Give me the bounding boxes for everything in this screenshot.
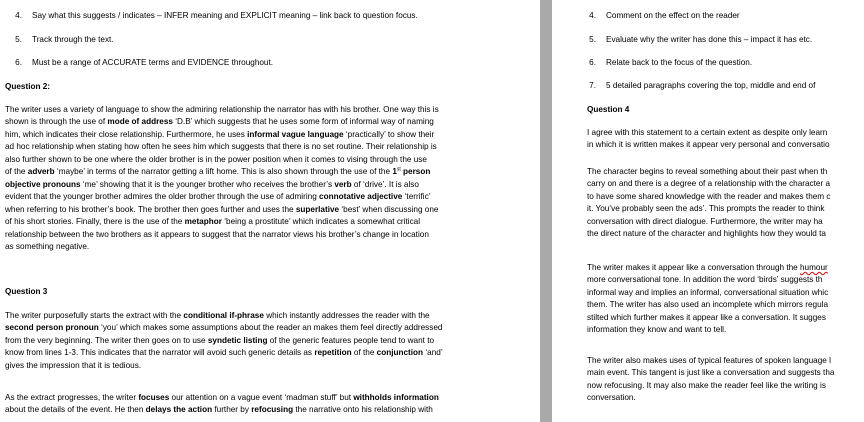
bold-term: conditional if-phrase [183,311,264,320]
bold-term: delays the action [145,405,213,415]
bold-term: connotative adjective [319,192,403,202]
bold-term: withholds information [353,393,439,402]
text-line: the direct nature of the character and highlights how they would ta [587,229,826,239]
page-gutter [540,0,552,422]
bold-term: superlative [295,204,340,214]
bold-term: focuses [138,393,170,402]
text-line: evident that the younger brother admires the older brother through the use of admiring connotative adjective ‘terrific’ [5,192,431,202]
list-text: Evaluate why the writer has done this – impact it has etc. [606,35,813,44]
list-number: 7. [589,81,596,90]
question-3-paragraph-2 [5,392,513,417]
list-item [574,35,812,44]
text-line: information they know and want to tell. [587,325,727,335]
bold-term: refocusing [251,405,294,415]
bold-term: adverb [27,167,55,177]
bold-term: conjunction [376,348,424,358]
text-line: also further shown to be one where the older brother is in the power position when it comes to vising through the use [5,154,427,164]
bold-term: syndetic listing [207,335,268,345]
list-item [574,11,740,20]
text-line: The writer makes it appear like a conversation through the humour [587,263,828,272]
spellcheck-flagged-word: humour [799,263,828,272]
superscript: st [396,166,401,173]
question-2-paragraph [5,104,513,253]
text-line: objective pronouns ‘me’ showing that it is the younger brother who receives the brother’s verb of ‘drive’. It is also [5,179,419,189]
question-4-paragraph-1 [587,127,864,152]
question-4-paragraph-4 [587,355,864,405]
text-line: ad hoc relationship when stating how often he sees him which suggests that there is no set routine. Their relationship is [5,142,437,152]
list-text: Track through the text. [32,35,114,44]
question-3-paragraph [5,310,513,372]
text-line: conversation. [587,393,636,403]
bold-term: informal vague language [247,129,344,139]
list-text: Relate back to the focus of the question. [606,58,753,67]
text-line: of the adverb ‘maybe’ in terms of the narrator getting a lift home. This is also shown through the use of the 1st person [5,166,431,177]
list-number: 6. [15,58,22,67]
question-3-heading: Question 3 [5,287,48,296]
list-item [0,11,418,20]
list-item [0,58,273,67]
question-4-paragraph-2 [587,166,864,241]
text-line: The writer also makes uses of typical features of spoken language l [587,356,831,365]
text-line: of his short stories. Finally, there is the use of the metaphor ‘being a prostitute’ which indicates a somewhat critical [5,217,421,227]
text-line: stilted which further makes it appear like a conversation. It sugges [587,312,826,322]
bold-term: person [400,167,431,177]
bold-term: metaphor [184,217,222,227]
text-line: The writer uses a variety of language to show the admiring relationship the narrator has with his brother. One way this is [5,105,439,114]
list-text: Say what this suggests / indicates – INFER meaning and EXPLICIT meaning – link back to question focus. [32,11,418,20]
list-item [574,81,815,90]
text-line: it. You’ve probably seen the ads’. This prompts the reader to think [587,204,825,214]
text-line: gives the impression that it is tedious. [5,360,142,370]
bold-term: repetition [314,348,352,358]
list-item [0,35,114,44]
bold-term: objective pronouns [5,179,81,189]
list-text: 5 detailed paragraphs covering the top, middle and end of [606,81,816,90]
list-text: Must be a range of ACCURATE terms and EVIDENCE throughout. [32,58,274,67]
text-line: informal way and implies an informal, conversational situation whic [587,287,829,297]
text-line: more conversational tone. In addition the word ‘birds’ suggests th [587,275,823,285]
text-line: The character begins to reveal something about their past when th [587,167,828,176]
text-line: relationship between the two brothers as it appears to suggest that the narrator views his brother’s change in location [5,229,429,239]
list-number: 4. [15,11,22,20]
list-number: 4. [589,11,596,20]
list-item [574,58,752,67]
text-line: I agree with this statement to a certain extent as despite only learn [587,128,828,137]
question-4-paragraph-3 [587,262,864,337]
text-line: to have some shared knowledge with the reader and makes them c [587,191,831,201]
bold-term: mode of address [107,117,173,127]
text-line: him, which indicates their close relationship. Furthermore, he uses informal vague language ‘practically’ to show their [5,129,435,139]
text-line: know from lines 1-3. This indicates that the narrator will avoid such generic details as repetition of the conjunction ‘and’ [5,348,443,358]
text-line: from the very beginning. The writer then goes on to use syndetic listing of the generic features people tend to want to [5,335,435,345]
list-number: 6. [589,58,596,67]
text-line: shown is through the use of mode of address ‘D.B’ which suggests that he uses some form of informal way of naming [5,117,434,127]
question-4-heading: Question 4 [587,105,630,114]
text-line: about the details of the event. He then delays the action further by refocusing the narrative onto his relationship with [5,405,433,415]
text-line: second person pronoun ‘you’ which makes some assumptions about the reader an makes them feel directly addressed [5,323,443,333]
text-line: carry on and there is a degree of a relationship with the character a [587,179,831,189]
list-number: 5. [589,35,596,44]
list-text: Comment on the effect on the reader [606,11,740,20]
bold-term: 1 [392,167,397,177]
text-line: main event. This tangent is just like a conversation and suggests tha [587,368,835,378]
list-number: 5. [15,35,22,44]
text-line: in which it is written makes it appear very personal and conversatio [587,140,830,150]
text-line: As the extract progresses, the writer focuses our attention on a vague event ‘madman stuff’ but withholds information [5,393,439,402]
text-line: conversation with direct dialogue. Furthermore, the writer may ha [587,216,823,226]
text-line: them. The writer has also used an incomplete which mirrors regula [587,300,829,310]
text-line: as something negative. [5,241,90,251]
bold-term: verb [334,179,352,189]
text-line: The writer purposefully starts the extract with the conditional if-phrase which instantly addresses the reader with the [5,311,430,320]
text-line: when referring to his brother’s book. The brother then goes further and uses the superlative ‘best’ when discussing one [5,204,439,214]
right-document-page [552,0,864,422]
text-line: now refocusing. It may also make the reader feel like the writing is [587,380,826,390]
question-2-heading: Question 2: [5,82,51,91]
bold-term: second person pronoun [5,323,99,333]
